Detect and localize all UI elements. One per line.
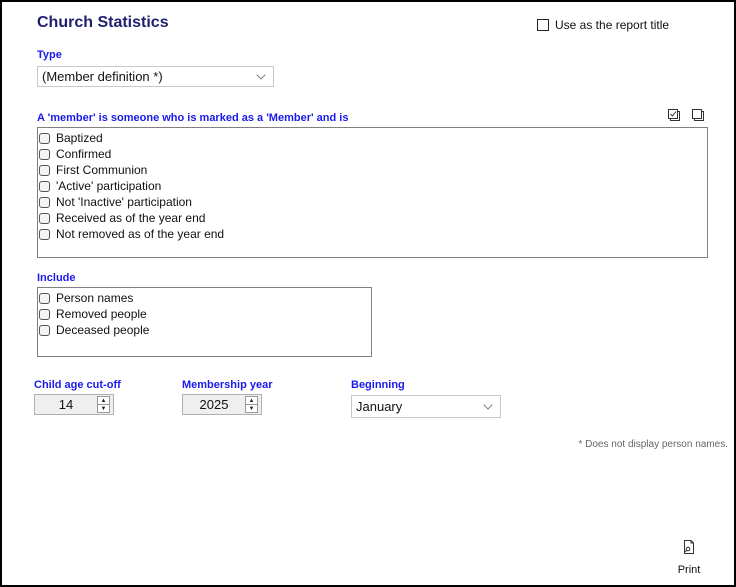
beginning-label: Beginning: [351, 379, 405, 391]
print-button[interactable]: [674, 539, 704, 576]
checkbox-icon[interactable]: [39, 213, 50, 224]
chevron-down-icon: [483, 400, 492, 409]
footnote: * Does not display person names.: [578, 439, 728, 450]
member-criterion-confirmed[interactable]: Confirmed: [38, 146, 707, 162]
print-preview-icon: [682, 539, 696, 555]
page-title: Church Statistics: [37, 14, 169, 31]
membership-year-stepper[interactable]: [182, 394, 262, 415]
type-select-value: (Member definition *): [42, 69, 163, 84]
chevron-down-icon: [256, 70, 265, 79]
include-person-names[interactable]: Person names: [38, 290, 371, 306]
type-select[interactable]: [37, 66, 274, 87]
include-deceased-people[interactable]: Deceased people: [38, 322, 371, 338]
checkbox-icon[interactable]: [39, 181, 50, 192]
spin-up-icon[interactable]: ▲: [98, 397, 109, 405]
uncheck-all-icon[interactable]: [691, 108, 705, 122]
checkbox-icon[interactable]: [537, 19, 549, 31]
checkbox-icon[interactable]: [39, 309, 50, 320]
member-criterion-received[interactable]: Received as of the year end: [38, 210, 707, 226]
member-criterion-first-communion[interactable]: First Communion: [38, 162, 707, 178]
member-criterion-baptized[interactable]: Baptized: [38, 130, 707, 146]
checkbox-icon[interactable]: [39, 293, 50, 304]
member-criterion-not-removed[interactable]: Not removed as of the year end: [38, 226, 707, 242]
include-label: Include: [37, 272, 76, 284]
include-removed-people[interactable]: Removed people: [38, 306, 371, 322]
checkbox-icon[interactable]: [39, 133, 50, 144]
print-label: Print: [677, 564, 701, 576]
beginning-select[interactable]: [351, 395, 501, 418]
check-all-icon[interactable]: [667, 108, 681, 122]
spin-down-icon[interactable]: ▼: [248, 405, 255, 412]
use-as-report-title-checkbox[interactable]: [537, 18, 669, 32]
beginning-select-value: January: [356, 399, 403, 414]
checkbox-icon[interactable]: [39, 149, 50, 160]
member-definition-label: A 'member' is someone who is marked as a 'Member' and is: [37, 112, 349, 124]
member-definition-list: [37, 127, 708, 258]
member-criterion-active[interactable]: 'Active' participation: [38, 178, 707, 194]
child-age-stepper[interactable]: [34, 394, 114, 415]
include-list: [37, 287, 372, 357]
member-criterion-not-inactive[interactable]: Not 'Inactive' participation: [38, 194, 707, 210]
child-age-value[interactable]: 14: [58, 397, 74, 412]
checkbox-icon[interactable]: [39, 197, 50, 208]
membership-year-label: Membership year: [182, 379, 273, 391]
spin-down-icon[interactable]: ▼: [100, 405, 107, 412]
child-age-label: Child age cut-off: [34, 379, 121, 391]
checkbox-icon[interactable]: [39, 165, 50, 176]
membership-year-value[interactable]: 2025: [199, 397, 229, 412]
use-as-report-title-label: Use as the report title: [555, 18, 670, 32]
type-label: Type: [37, 49, 62, 61]
checkbox-icon[interactable]: [39, 325, 50, 336]
spin-up-icon[interactable]: ▲: [246, 397, 257, 405]
checkbox-icon[interactable]: [39, 229, 50, 240]
